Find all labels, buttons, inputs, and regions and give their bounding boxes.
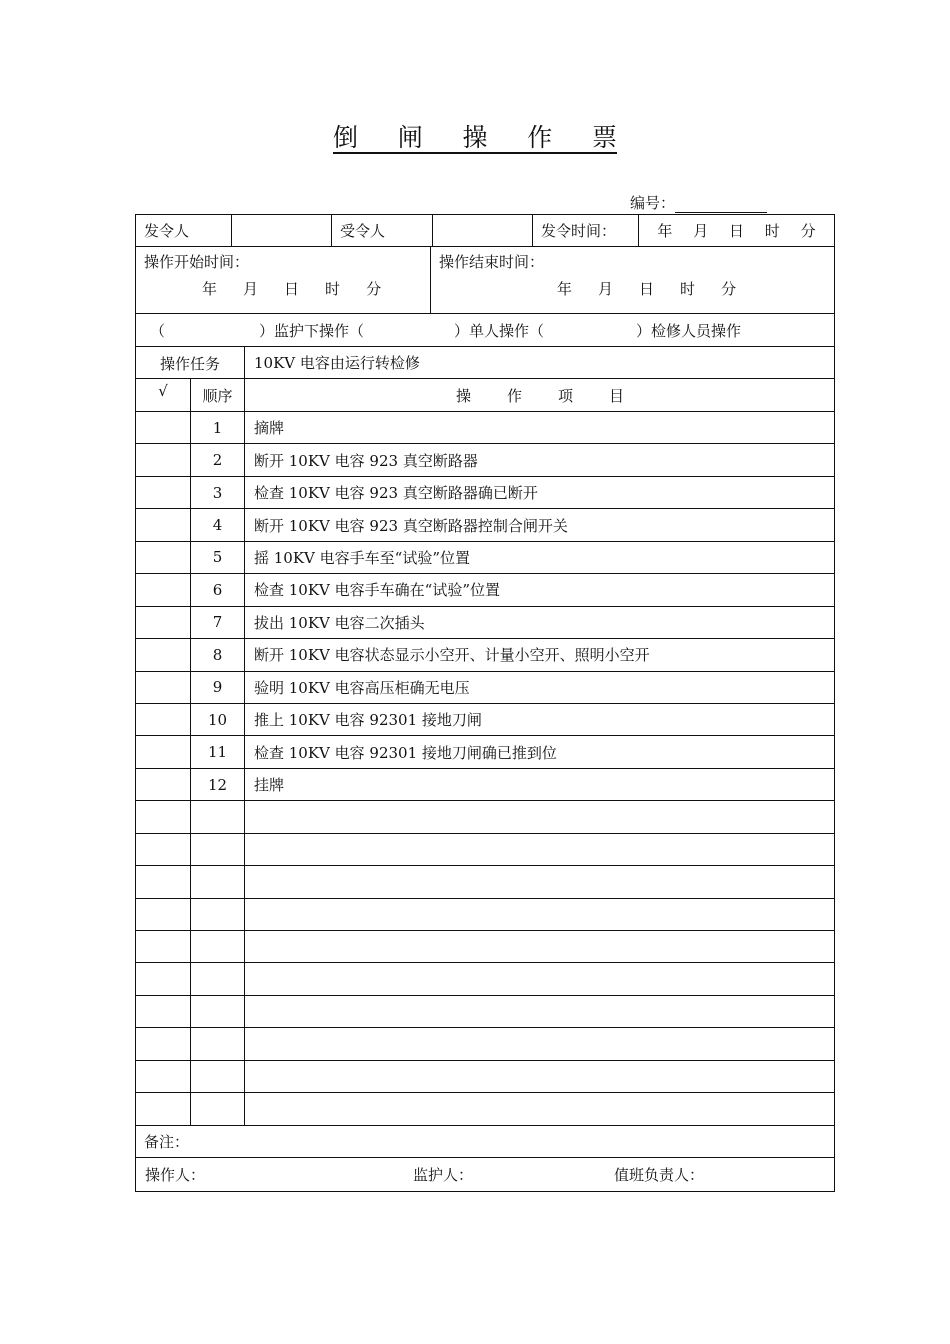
item-cell[interactable]: 推上 10KV 电容 92301 接地刀闸: [254, 711, 482, 730]
table-row: [136, 736, 834, 768]
seq-cell: 8: [191, 639, 245, 670]
table-row: [136, 672, 834, 704]
start-time-units: [202, 278, 381, 299]
signature-cell: [136, 1158, 834, 1190]
table-row: [136, 509, 834, 541]
item-cell[interactable]: 检查 10KV 电容手车确在“试验”位置: [254, 581, 500, 600]
start-time-label: 操作开始时间：: [144, 253, 250, 271]
seq-cell: 6: [191, 574, 245, 605]
receiver-field[interactable]: [433, 215, 533, 246]
end-time-units: [557, 278, 736, 299]
check-cell[interactable]: [136, 1028, 191, 1059]
seq-header: 顺序: [191, 379, 245, 411]
day-unit: 日: [728, 222, 744, 240]
check-cell[interactable]: [136, 444, 191, 475]
minute-unit: 分: [366, 280, 382, 298]
check-cell[interactable]: [136, 1061, 191, 1092]
item-cell[interactable]: [245, 1061, 834, 1092]
check-cell[interactable]: [136, 834, 191, 865]
item-cell[interactable]: 拔出 10KV 电容二次插头: [254, 613, 425, 632]
item-header-char: 项: [558, 386, 574, 405]
remarks-row: [136, 1126, 834, 1158]
item-cell[interactable]: 挂牌: [254, 776, 285, 795]
title-char: 操: [462, 123, 488, 152]
check-cell[interactable]: [136, 963, 191, 994]
item-cell[interactable]: [245, 1093, 834, 1124]
check-cell[interactable]: [136, 996, 191, 1027]
document-title: [333, 116, 617, 154]
check-cell[interactable]: [136, 866, 191, 897]
month-unit: 月: [243, 280, 259, 298]
table-row: [136, 704, 834, 736]
check-cell[interactable]: [136, 477, 191, 508]
seq-cell: 7: [191, 607, 245, 638]
item-cell[interactable]: 摇 10KV 电容手车至“试验”位置: [254, 548, 470, 567]
day-unit: 日: [284, 280, 300, 298]
end-time-cell[interactable]: [431, 247, 834, 313]
hour-unit: 时: [764, 222, 780, 240]
year-unit: 年: [202, 280, 218, 298]
table-row: [136, 574, 834, 606]
item-cell[interactable]: 断开 10KV 电容状态显示小空开、计量小空开、照明小空开: [254, 646, 650, 665]
minute-unit: 分: [800, 222, 816, 240]
seq-cell: 5: [191, 542, 245, 573]
operation-mode-row: [136, 314, 834, 347]
item-header-char: 操: [455, 386, 471, 405]
item-cell[interactable]: [245, 866, 834, 897]
empty-table-row: [136, 1061, 834, 1093]
item-cell[interactable]: 验明 10KV 电容高压柜确无电压: [254, 678, 470, 697]
check-cell[interactable]: [136, 736, 191, 767]
seq-cell[interactable]: [191, 963, 245, 994]
minute-unit: 分: [721, 280, 737, 298]
operation-mode-cell: [136, 314, 834, 346]
item-cell[interactable]: [245, 801, 834, 832]
operator-label[interactable]: 操作人：: [145, 1165, 206, 1184]
item-cell[interactable]: [245, 963, 834, 994]
item-cell[interactable]: 断开 10KV 电容 923 真空断路器: [254, 451, 478, 470]
seq-cell[interactable]: [191, 1093, 245, 1124]
item-header-char: 作: [506, 386, 522, 405]
empty-table-row: [136, 899, 834, 931]
item-cell[interactable]: [245, 834, 834, 865]
seq-cell[interactable]: [191, 801, 245, 832]
empty-table-row: [136, 834, 834, 866]
end-time-label: 操作结束时间：: [439, 253, 545, 271]
seq-cell: 3: [191, 477, 245, 508]
item-cell[interactable]: [245, 1028, 834, 1059]
check-cell[interactable]: [136, 1093, 191, 1124]
task-label: 操作任务: [136, 347, 245, 378]
seq-cell: 11: [191, 736, 245, 767]
remarks-label[interactable]: 备注：: [144, 1132, 190, 1151]
item-cell[interactable]: 摘牌: [254, 419, 285, 438]
item-cell[interactable]: [245, 996, 834, 1027]
seq-cell[interactable]: [191, 996, 245, 1027]
receiver-label: 受令人: [332, 215, 433, 246]
check-cell[interactable]: [136, 509, 191, 540]
item-header: [245, 379, 834, 411]
table-row: [136, 639, 834, 671]
operation-ticket-form: [135, 214, 835, 1192]
seq-cell: 4: [191, 509, 245, 540]
check-cell[interactable]: [136, 607, 191, 638]
serial-field[interactable]: [675, 196, 767, 213]
seq-cell: 10: [191, 704, 245, 735]
item-cell[interactable]: 检查 10KV 电容 92301 接地刀闸确已推到位: [254, 743, 557, 762]
duty-officer-label[interactable]: 值班负责人：: [614, 1165, 705, 1184]
year-unit: 年: [657, 222, 673, 240]
item-cell[interactable]: 断开 10KV 电容 923 真空断路器控制合闸开关: [254, 516, 568, 535]
serial-number: [630, 192, 767, 213]
month-unit: 月: [693, 222, 709, 240]
check-cell[interactable]: [136, 931, 191, 962]
seq-cell[interactable]: [191, 866, 245, 897]
check-cell[interactable]: [136, 412, 191, 443]
table-row: [136, 769, 834, 801]
seq-cell[interactable]: [191, 899, 245, 930]
check-cell[interactable]: [136, 769, 191, 800]
signature-row: [136, 1158, 834, 1190]
empty-table-row: [136, 1028, 834, 1060]
supervisor-label[interactable]: 监护人：: [413, 1165, 474, 1184]
start-time-cell[interactable]: [136, 247, 431, 313]
check-cell[interactable]: [136, 899, 191, 930]
seq-cell[interactable]: [191, 834, 245, 865]
check-header: √: [136, 379, 191, 411]
item-cell[interactable]: [245, 931, 834, 962]
hour-unit: 时: [325, 280, 341, 298]
month-unit: 月: [598, 280, 614, 298]
issuer-field[interactable]: [232, 215, 332, 246]
operation-time-row: [136, 247, 834, 314]
table-row: [136, 542, 834, 574]
empty-table-row: [136, 801, 834, 833]
seq-cell[interactable]: [191, 1028, 245, 1059]
check-cell[interactable]: [136, 704, 191, 735]
empty-table-row: [136, 1093, 834, 1125]
hour-unit: 时: [680, 280, 696, 298]
table-header-row: [136, 379, 834, 412]
issue-time-label: 发令时间：: [533, 215, 639, 246]
seq-cell[interactable]: [191, 931, 245, 962]
day-unit: 日: [639, 280, 655, 298]
issue-time-field[interactable]: [639, 215, 834, 246]
mode-paren-open: （: [150, 321, 166, 340]
table-row: [136, 444, 834, 476]
title-char: 作: [527, 123, 553, 152]
table-row: [136, 607, 834, 639]
task-value[interactable]: 10KV 电容由运行转检修: [254, 354, 420, 372]
item-cell[interactable]: [245, 899, 834, 930]
serial-label: 编号：: [630, 194, 676, 212]
mode-maintenance[interactable]: ）检修人员操作: [636, 321, 742, 340]
item-cell[interactable]: 检查 10KV 电容 923 真空断路器确已断开: [254, 484, 538, 503]
item-header-char: 目: [609, 386, 625, 405]
title-char: 倒: [333, 123, 359, 152]
check-cell[interactable]: [136, 542, 191, 573]
seq-cell: 2: [191, 444, 245, 475]
title-char: 票: [591, 123, 617, 152]
task-row: [136, 347, 834, 379]
empty-table-row: [136, 996, 834, 1028]
issuer-label: 发令人: [136, 215, 232, 246]
check-cell[interactable]: [136, 639, 191, 670]
seq-cell: 9: [191, 672, 245, 703]
empty-table-row: [136, 931, 834, 963]
empty-table-row: [136, 866, 834, 898]
check-cell[interactable]: [136, 574, 191, 605]
check-cell[interactable]: [136, 672, 191, 703]
year-unit: 年: [557, 280, 573, 298]
empty-table-row: [136, 963, 834, 995]
seq-cell: 1: [191, 412, 245, 443]
seq-cell[interactable]: [191, 1061, 245, 1092]
seq-cell: 12: [191, 769, 245, 800]
mode-single[interactable]: ）单人操作（: [454, 321, 545, 340]
check-cell[interactable]: [136, 801, 191, 832]
mode-supervised[interactable]: ）监护下操作（: [259, 321, 365, 340]
table-row: [136, 412, 834, 444]
issue-row: [136, 215, 834, 247]
title-char: 闸: [397, 123, 423, 152]
table-row: [136, 477, 834, 509]
